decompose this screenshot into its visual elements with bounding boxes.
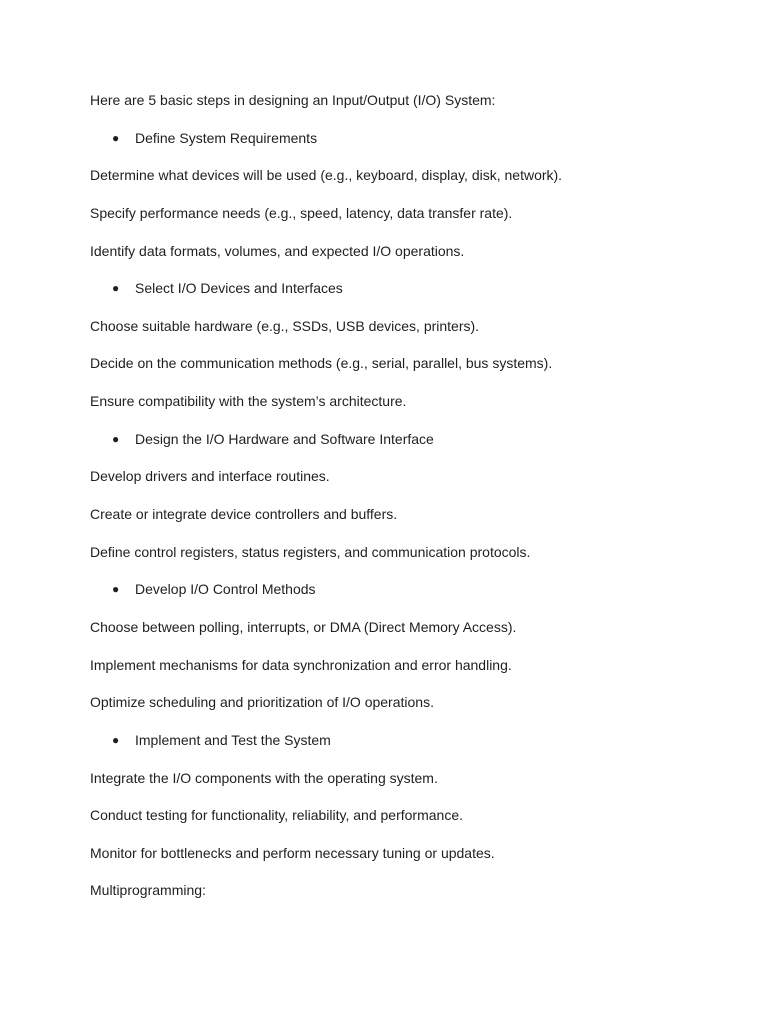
bullet-dot-icon: ● <box>112 431 120 446</box>
bullet-heading: Implement and Test the System <box>135 731 331 748</box>
paragraph: Monitor for bottlenecks and perform necessary tuning or updates. <box>90 844 495 861</box>
paragraph: Choose between polling, interrupts, or DMA (Direct Memory Access). <box>90 618 517 635</box>
bullet-dot-icon: ● <box>112 582 120 597</box>
intro-paragraph: Here are 5 basic steps in designing an Input/Output (I/O) System: <box>90 92 496 108</box>
bullet-heading: Select I/O Devices and Interfaces <box>135 280 343 297</box>
bullet-heading: Develop I/O Control Methods <box>135 581 316 598</box>
bullet-dot-icon: ● <box>112 732 120 747</box>
paragraph: Ensure compatibility with the system’s architecture. <box>90 393 407 410</box>
bullet-item <box>90 579 710 617</box>
paragraph: Conduct testing for functionality, reliability, and performance. <box>90 807 464 824</box>
paragraph: Create or integrate device controllers and buffers. <box>90 506 398 523</box>
paragraph: Determine what devices will be used (e.g., keyboard, display, disk, network). <box>90 167 563 184</box>
document-body <box>90 90 710 918</box>
paragraph: Integrate the I/O components with the operating system. <box>90 769 438 786</box>
bullet-dot-icon: ● <box>112 281 120 296</box>
bullet-heading: Design the I/O Hardware and Software Interface <box>135 430 434 447</box>
bullet-item <box>90 278 710 316</box>
paragraph: Specify performance needs (e.g., speed, latency, data transfer rate). <box>90 204 513 221</box>
bullet-heading: Define System Requirements <box>135 129 318 146</box>
paragraph: Develop drivers and interface routines. <box>90 468 330 485</box>
bullet-item <box>90 429 710 467</box>
closing-paragraph: Multiprogramming: <box>90 882 206 899</box>
bullet-item <box>90 128 710 166</box>
paragraph: Choose suitable hardware (e.g., SSDs, USB devices, printers). <box>90 317 480 334</box>
bullet-dot-icon: ● <box>112 130 120 145</box>
paragraph: Define control registers, status registers, and communication protocols. <box>90 543 531 560</box>
paragraph: Identify data formats, volumes, and expected I/O operations. <box>90 242 465 259</box>
paragraph: Optimize scheduling and prioritization of I/O operations. <box>90 694 434 711</box>
paragraph: Implement mechanisms for data synchronization and error handling. <box>90 656 512 673</box>
paragraph: Decide on the communication methods (e.g., serial, parallel, bus systems). <box>90 355 553 372</box>
bullet-item <box>90 730 710 768</box>
